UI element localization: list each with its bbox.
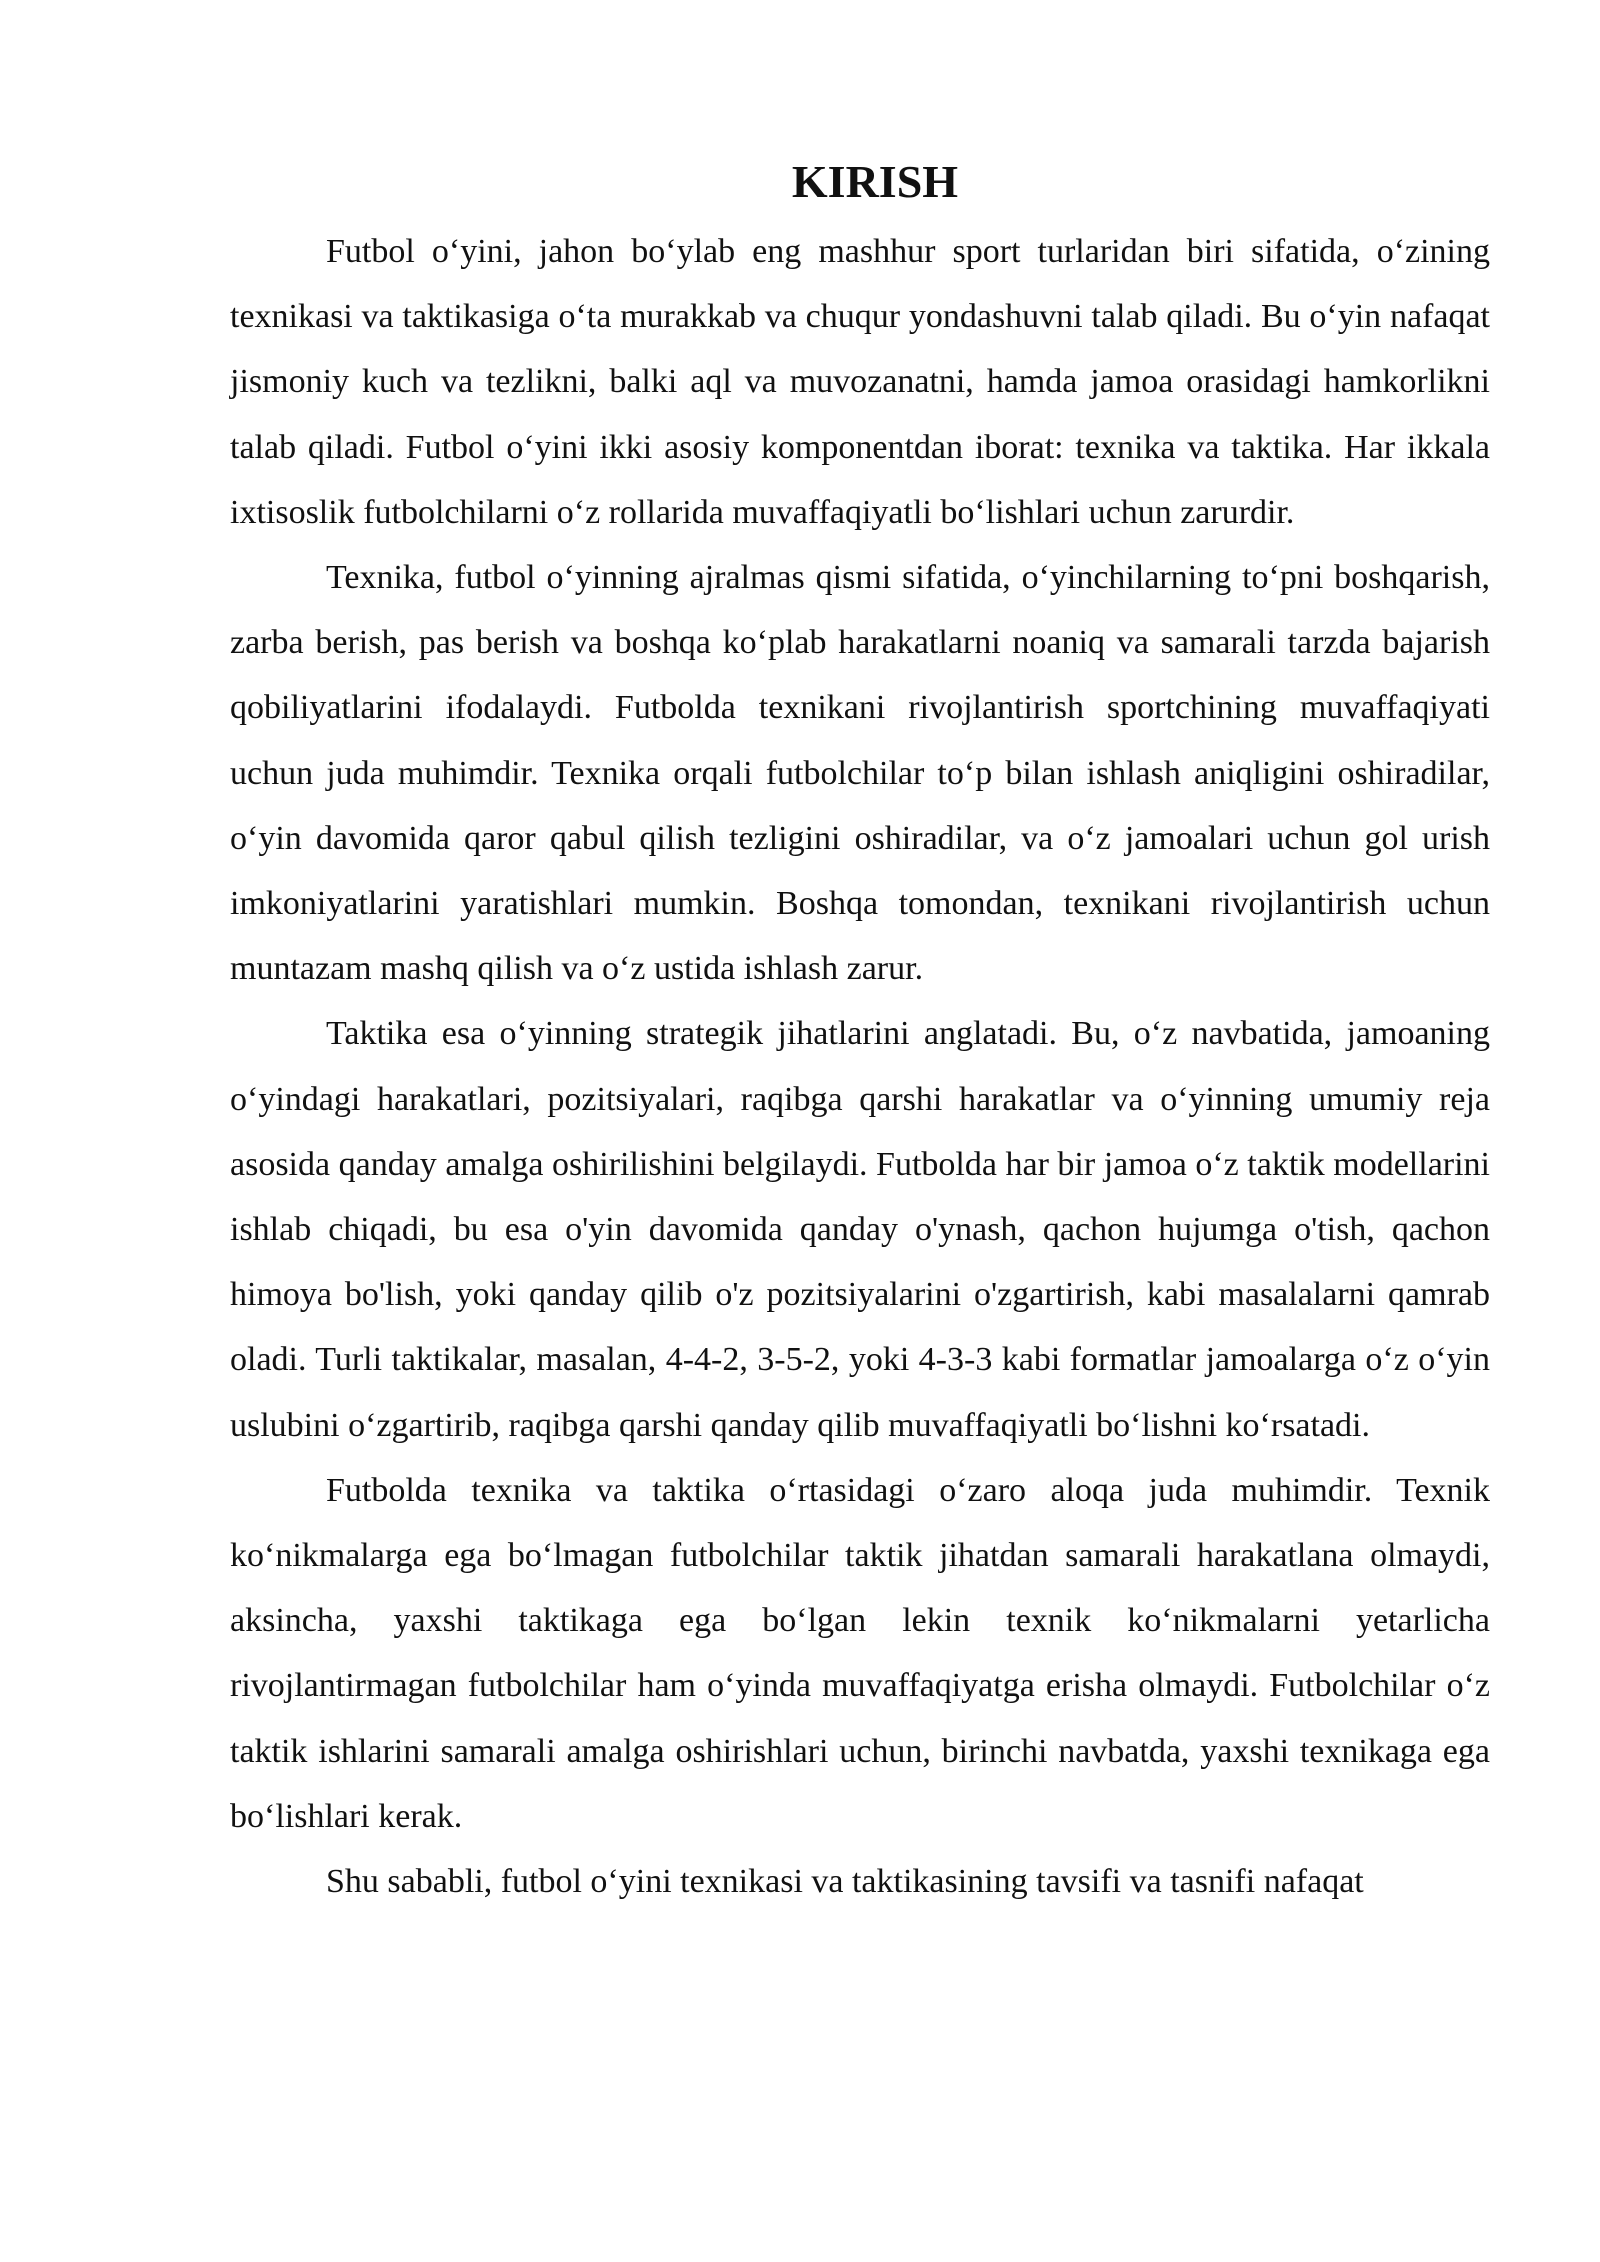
paragraph-3: Taktika esa o‘yinning strategik jihatlarini anglatadi. Bu, o‘z navbatida, jamoaning o‘yindagi harakatlari, pozitsiyalari, raqibga qarshi harakatlar va o‘yinning umumiy reja asosida qanday amalga oshirilishini belgilaydi. Futbolda har bir jamoa o‘z taktik modellarini ishlab chiqadi, bu esa o'yin davomida qanday o'ynash, qachon hujumga o'tish, qachon himoya bo'lish, yoki qanday qilib o'z pozitsiyalarini o'zgartirish, kabi masalalarni qamrab oladi. Turli taktikalar, masalan, 4-4-2, 3-5-2, yoki 4-3-3 kabi formatlar jamoalarga o‘z o‘yin uslubini o‘zgartirib, raqibga qarshi qanday qilib muvaffaqiyatli bo‘lishni ko‘rsatadi.	[230, 1015, 1490, 1444]
page-title: KIRISH	[791, 156, 959, 207]
paragraph-2: Texnika, futbol o‘yinning ajralmas qismi sifatida, o‘yinchilarning to‘pni boshqarish, zarba berish, pas berish va boshqa ko‘plab harakatlarni noaniq va samarali tarzda bajarish qobiliyatlarini ifodalaydi. Futbolda texnikani rivojlantirish sportchining muvaffaqiyati uchun juda muhimdir. Texnika orqali futbolchilar to‘p bilan ishlash aniqligini oshiradilar, o‘yin davomida qaror qabul qilish tezligini oshiradilar, va o‘z jamoalari uchun gol urish imkoniyatlarini yaratishlari mumkin. Boshqa tomondan, texnikani rivojlantirish uchun muntazam mashq qilish va o‘z ustida ishlash zarur.	[230, 559, 1490, 988]
paragraph-4: Futbolda texnika va taktika o‘rtasidagi o‘zaro aloqa juda muhimdir. Texnik ko‘nikmalarga ega bo‘lmagan futbolchilar taktik jihatdan samarali harakatlana olmaydi, aksincha, yaxshi taktikaga ega bo‘lgan lekin texnik ko‘nikmalarni yetarlicha rivojlantirmagan futbolchilar ham o‘yinda muvaffaqiyatga erisha olmaydi. Futbolchilar o‘z taktik ishlarini samarali amalga oshirishlari uchun, birinchi navbatda, yaxshi texnikaga ega bo‘lishlari kerak.	[230, 1471, 1490, 1835]
paragraph-1: Futbol o‘yini, jahon bo‘ylab eng mashhur sport turlaridan biri sifatida, o‘zining texnikasi va taktikasiga o‘ta murakkab va chuqur yondashuvni talab qiladi. Bu o‘yin nafaqat jismoniy kuch va tezlikni, balki aql va muvozanatni, hamda jamoa orasidagi hamkorlikni talab qiladi. Futbol o‘yini ikki asosiy komponentdan iborat: texnika va taktika. Har ikkala ixtisoslik futbolchilarni o‘z rollarida muvaffaqiyatli bo‘lishlari uchun zarurdir.	[230, 233, 1490, 531]
paragraph-5: Shu sababli, futbol o‘yini texnikasi va taktikasining tavsifi va tasnifi nafaqat	[326, 1863, 1364, 1901]
document-body	[230, 145, 1490, 1914]
